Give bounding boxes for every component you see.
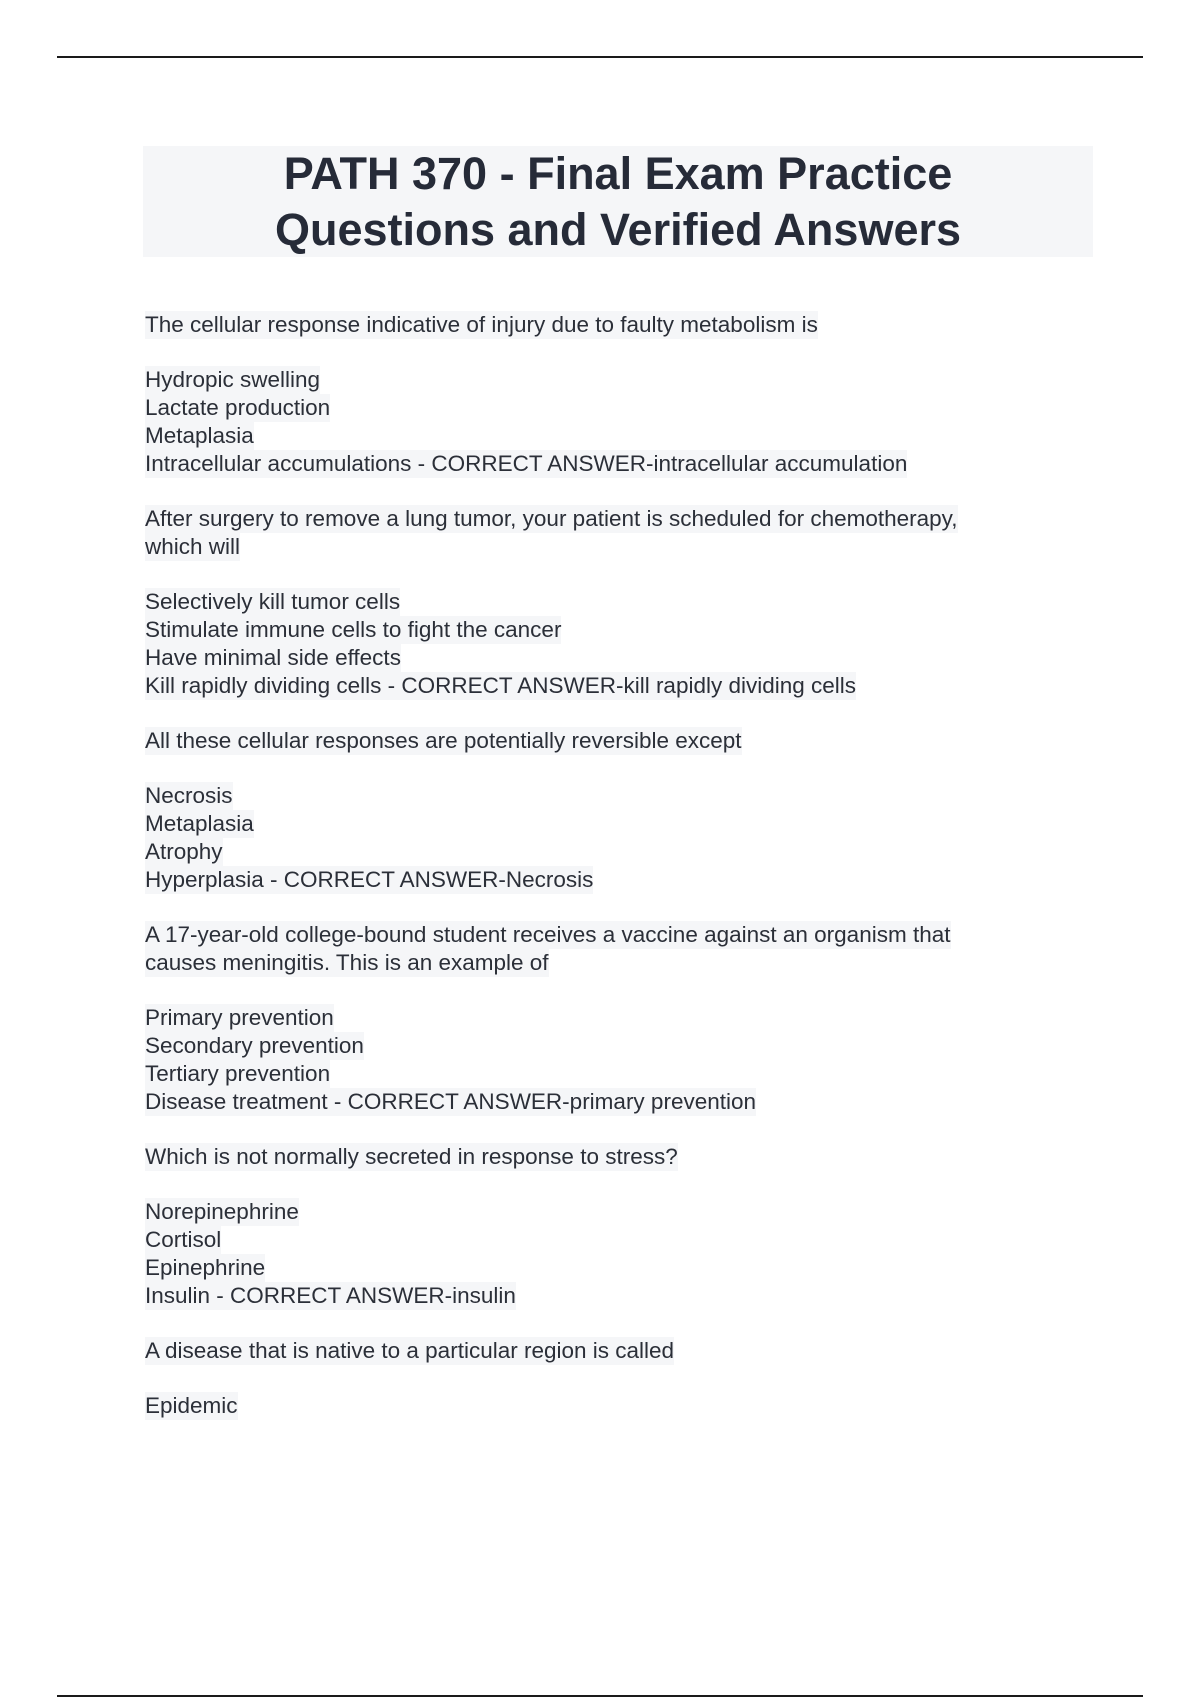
title-banner: [143, 146, 1093, 257]
question-line: which will: [145, 534, 241, 559]
question-line: causes meningitis. This is an example of: [145, 950, 549, 975]
answer-options: [145, 1004, 1065, 1116]
answer-option: Stimulate immune cells to fight the cancer: [145, 617, 562, 642]
question-line: After surgery to remove a lung tumor, your patient is scheduled for chemotherapy,: [145, 506, 958, 531]
answer-option-correct: Insulin - CORRECT ANSWER-insulin: [145, 1283, 516, 1308]
answer-options: [145, 782, 1065, 894]
answer-option: Necrosis: [145, 783, 233, 808]
question-text: [145, 1337, 1065, 1365]
answer-options: [145, 366, 1065, 478]
bottom-rule: [57, 1695, 1143, 1697]
question-line: Which is not normally secreted in response to stress?: [145, 1144, 678, 1169]
question-item: [145, 1337, 1065, 1420]
question-item: [145, 1143, 1065, 1310]
question-text: [145, 311, 1065, 339]
answer-option: Metaplasia: [145, 811, 254, 836]
question-item: [145, 727, 1065, 894]
answer-option: Selectively kill tumor cells: [145, 589, 401, 614]
answer-option-correct: Kill rapidly dividing cells - CORRECT ANSWER-kill rapidly dividing cells: [145, 673, 857, 698]
answer-option-correct: Disease treatment - CORRECT ANSWER-primary prevention: [145, 1089, 757, 1114]
answer-option: Primary prevention: [145, 1005, 334, 1030]
answer-option: Epinephrine: [145, 1255, 266, 1280]
answer-option: Hydropic swelling: [145, 367, 321, 392]
answer-option: Secondary prevention: [145, 1033, 364, 1058]
answer-option-correct: Intracellular accumulations - CORRECT ANSWER-intracellular accumulation: [145, 451, 908, 476]
question-text: [145, 727, 1065, 755]
answer-option: Norepinephrine: [145, 1199, 299, 1224]
answer-option: Epidemic: [145, 1393, 238, 1418]
question-line: All these cellular responses are potentially reversible except: [145, 728, 742, 753]
answer-option: Lactate production: [145, 395, 331, 420]
answer-option: Atrophy: [145, 839, 223, 864]
question-item: [145, 921, 1065, 1116]
answer-options: [145, 588, 1065, 700]
answer-option: Cortisol: [145, 1227, 222, 1252]
question-line: A 17-year-old college-bound student receives a vaccine against an organism that: [145, 922, 951, 947]
question-text: [145, 921, 1065, 977]
top-rule: [57, 56, 1143, 58]
answer-option: Tertiary prevention: [145, 1061, 331, 1086]
question-item: [145, 311, 1065, 478]
answer-option-correct: Hyperplasia - CORRECT ANSWER-Necrosis: [145, 867, 594, 892]
question-line: The cellular response indicative of injury due to faulty metabolism is: [145, 312, 818, 337]
answer-option: Metaplasia: [145, 423, 254, 448]
answer-option: Have minimal side effects: [145, 645, 401, 670]
questions-list: [145, 311, 1065, 1447]
answer-options: [145, 1198, 1065, 1310]
question-line: A disease that is native to a particular region is called: [145, 1338, 675, 1363]
page-title-line-1: PATH 370 - Final Exam Practice: [283, 147, 953, 199]
page-title-line-2: Questions and Verified Answers: [274, 203, 962, 255]
question-item: [145, 505, 1065, 700]
question-text: [145, 1143, 1065, 1171]
answer-options: [145, 1392, 1065, 1420]
question-text: [145, 505, 1065, 561]
